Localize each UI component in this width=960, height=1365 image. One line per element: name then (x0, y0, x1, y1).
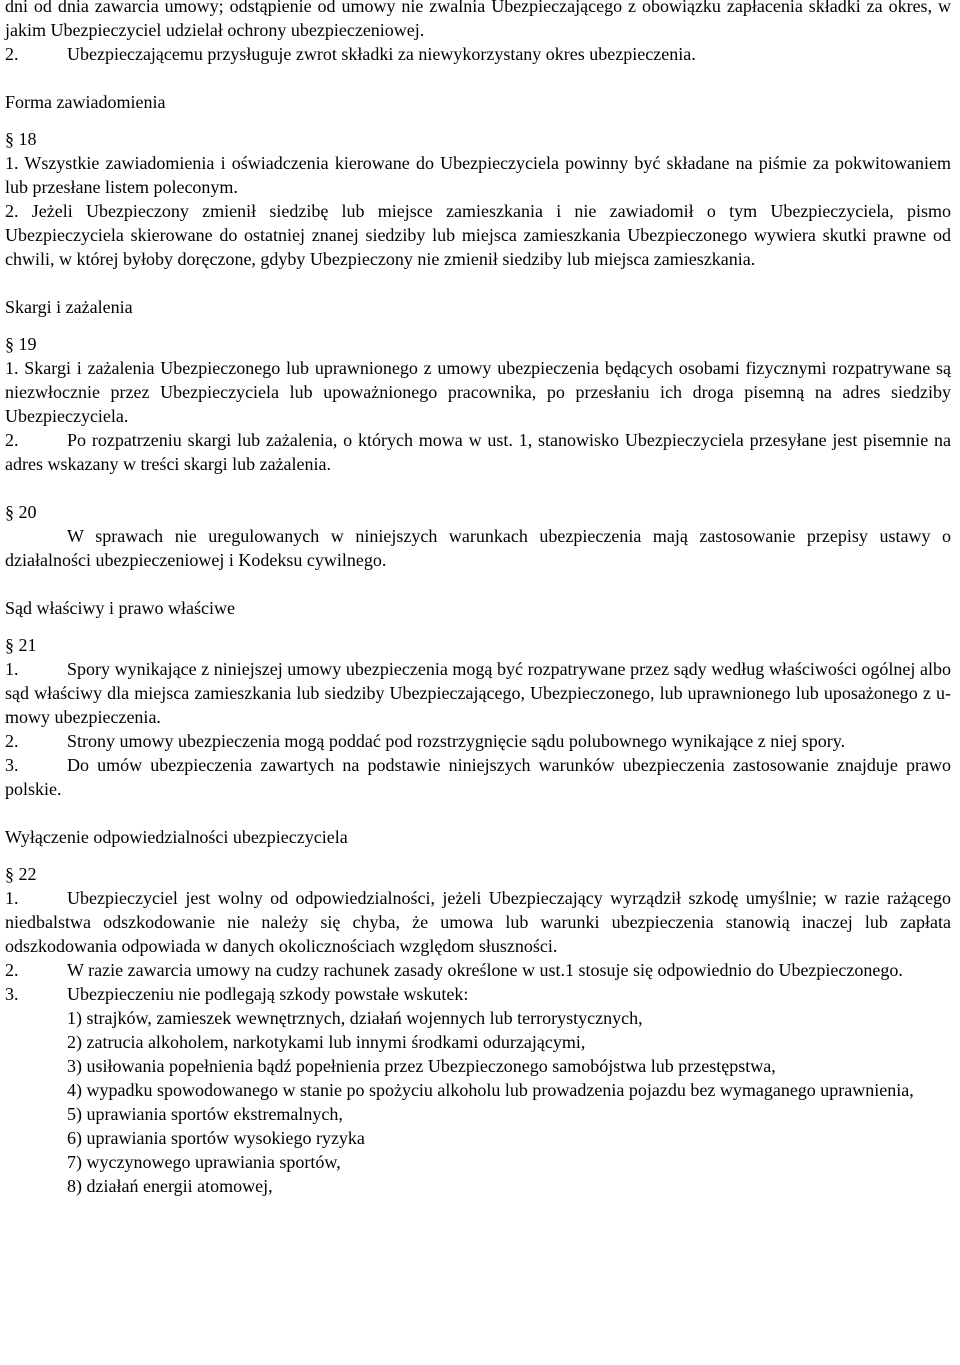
list-item: 3) usiłowania popełnienia bądź popełnienia przez Ubezpieczonego samobójstwa lub przestępstwa, (67, 1056, 776, 1076)
paragraph-19-2 (5, 428, 951, 476)
section-mark-22: § 22 (5, 864, 37, 884)
section-title-complaints: Skargi i zażalenia (5, 297, 133, 317)
list-item: 8) działań energii atomowej, (67, 1176, 273, 1196)
paragraph-20: W sprawach nie uregulowanych w niniejszych warunkach ubezpieczenia mają zastosowanie przepisy ustawy o działalności ubezpieczeniowej i Kodeksu cywilnego. (5, 526, 951, 570)
paragraph-text: Ubezpieczającemu przysługuje zwrot składki za niewykorzystany okres ubezpieczenia. (67, 44, 696, 64)
paragraph-18-1: 1. Wszystkie zawiadomienia i oświadczenia kierowane do Ubezpieczyciela powinny być składane na piśmie za pokwitowaniem lub przesłane listem poleconym. (5, 153, 951, 197)
paragraph-number: 2. (5, 960, 19, 980)
paragraph-number: 2. (5, 731, 19, 751)
paragraph-22-3 (5, 982, 951, 1006)
paragraph-22-1 (5, 886, 951, 958)
list-item: 6) uprawiania sportów wysokiego ryzyka (67, 1128, 365, 1148)
paragraph-number: 2. (5, 430, 19, 450)
paragraph-refund (5, 42, 951, 66)
document-page (5, 0, 951, 1198)
list-item: 2) zatrucia alkoholem, narkotykami lub innymi środkami odurzającymi, (67, 1032, 586, 1052)
section-mark-19: § 19 (5, 334, 37, 354)
paragraph-number: 3. (5, 984, 19, 1004)
list-item: 5) uprawiania sportów ekstremalnych, (67, 1104, 343, 1124)
section-title-court: Sąd właściwy i prawo właściwe (5, 598, 235, 618)
section-mark-20: § 20 (5, 502, 37, 522)
paragraph-number: 2. (5, 44, 19, 64)
paragraph-21-2 (5, 729, 951, 753)
paragraph-number: 1. (5, 659, 19, 679)
section-title-exclusions: Wyłączenie odpowiedzialności ubezpieczyciela (5, 827, 348, 847)
paragraph-text: Do umów ubezpieczenia zawartych na podstawie niniejszych warunków ubezpieczenia zastosowanie znajduje prawo polskie. (5, 755, 951, 799)
section-title-notifications: Forma zawiadomienia (5, 92, 166, 112)
paragraph-22-2 (5, 958, 951, 982)
exclusion-list (5, 1006, 951, 1198)
section-mark-18: § 18 (5, 129, 37, 149)
list-item: 7) wyczynowego uprawiania sportów, (67, 1152, 341, 1172)
paragraph-text: Strony umowy ubezpieczenia mogą poddać pod rozstrzygnięcie sądu polubownego wynikające z niej spory. (67, 731, 846, 751)
section-mark-21: § 21 (5, 635, 37, 655)
paragraph-21-3 (5, 753, 951, 801)
paragraph-19-1: 1. Skargi i zażalenia Ubezpieczonego lub uprawnionego z umowy ubezpieczenia będących osobami fizycznymi rozpatrywane są niezwłocznie przez Ubezpieczyciela lub upoważnionego pracownika, po przesłaniu ich droga pisemną na adres siedziby Ubezpieczyciela. (5, 358, 951, 426)
list-item: 1) strajków, zamieszek wewnętrznych, działań wojennych lub terrorystycznych, (67, 1008, 643, 1028)
paragraph-text: Ubezpieczeniu nie podlegają szkody powstałe wskutek: (67, 984, 469, 1004)
paragraph-continuation: dni od dnia zawarcia umowy; odstąpienie od umowy nie zwalnia Ubezpieczającego z obowiązku zapłacenia składki za okres, w jakim Ubezpieczyciel udzielał ochrony ubezpieczeniowej. (5, 0, 951, 40)
paragraph-21-1 (5, 657, 951, 729)
paragraph-text: W razie zawarcia umowy na cudzy rachunek zasady określone w ust.1 stosuje się odpowiednio do Ubezpieczonego. (67, 960, 903, 980)
list-item: 4) wypadku spowodowanego w stanie po spożyciu alkoholu lub prowadzenia pojazdu bez wymaganego uprawnienia, (67, 1080, 914, 1100)
paragraph-text: Spory wynikające z niniejszej umowy ubezpieczenia mogą być rozpatrywane przez sądy według właściwości ogólnej albo sąd właściwy dla miejsca zamieszkania lub siedziby Ubezpieczającego, Ubezpieczonego, lub uprawnionego lub uposażonego z u-mowy ubezpieczenia. (5, 659, 951, 727)
paragraph-number: 1. (5, 888, 19, 908)
paragraph-number: 3. (5, 755, 19, 775)
paragraph-text: Ubezpieczyciel jest wolny od odpowiedzialności, jeżeli Ubezpieczający wyrządził szkodę umyślnie; w razie rażącego niedbalstwa odszkodowanie nie należy się chyba, że umowa lub warunki ubezpieczenia stanowią inaczej lub zapłata odszkodowania odpowiada w danych okolicznościach względom słuszności. (5, 888, 951, 956)
paragraph-text: Po rozpatrzeniu skargi lub zażalenia, o których mowa w ust. 1, stanowisko Ubezpieczyciela przesyłane jest pisemnie na adres wskazany w treści skargi lub zażalenia. (5, 430, 951, 474)
paragraph-18-2: 2. Jeżeli Ubezpieczony zmienił siedzibę lub miejsce zamieszkania i nie zawiadomił o tym Ubezpieczyciela, pismo Ubezpieczyciela skierowane do ostatniej znanej siedziby lub miejsca zamieszkania Ubezpieczonego wywiera skutki prawne od chwili, w której byłoby doręczone, gdyby Ubezpieczony nie zmienił siedziby lub miejsca zamieszkania. (5, 201, 951, 269)
